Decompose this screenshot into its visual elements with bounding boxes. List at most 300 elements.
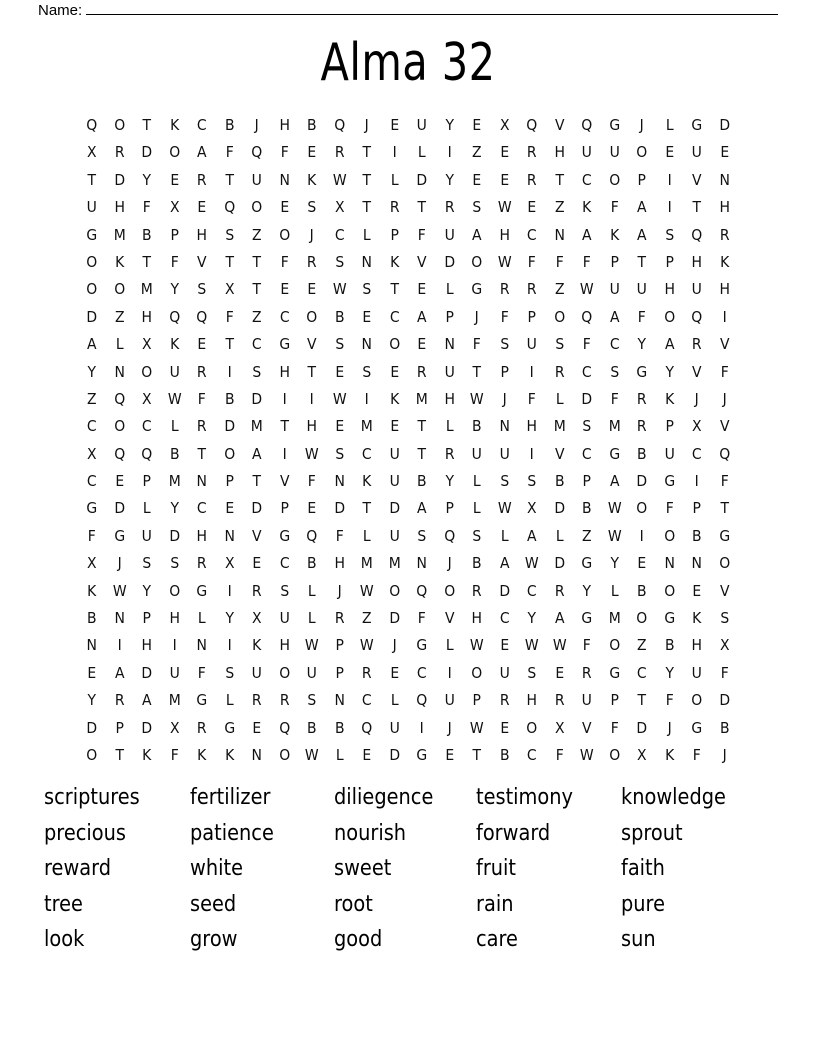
grid-cell[interactable]: H: [141, 307, 152, 326]
grid-cell[interactable]: H: [554, 143, 565, 162]
grid-cell[interactable]: W: [469, 718, 484, 737]
grid-cell[interactable]: G: [86, 225, 98, 244]
word-list-item[interactable]: scriptures: [44, 785, 140, 810]
grid-cell[interactable]: U: [609, 280, 620, 299]
grid-cell[interactable]: C: [141, 417, 152, 436]
grid-cell[interactable]: F: [87, 526, 96, 545]
grid-cell[interactable]: V: [691, 170, 702, 189]
grid-cell[interactable]: Z: [251, 307, 262, 326]
grid-cell[interactable]: Q: [443, 526, 455, 545]
grid-cell[interactable]: J: [337, 581, 342, 600]
grid-cell[interactable]: D: [333, 499, 345, 518]
grid-cell[interactable]: B: [664, 636, 675, 655]
grid-cell[interactable]: O: [168, 143, 180, 162]
grid-cell[interactable]: G: [581, 554, 593, 573]
grid-cell[interactable]: E: [417, 280, 427, 299]
word-list-item[interactable]: knowledge: [621, 785, 726, 810]
grid-cell[interactable]: R: [581, 663, 592, 682]
grid-cell[interactable]: F: [225, 143, 234, 162]
grid-cell[interactable]: R: [306, 252, 317, 271]
grid-cell[interactable]: Q: [691, 225, 703, 244]
grid-cell[interactable]: J: [639, 116, 644, 134]
grid-cell[interactable]: M: [140, 280, 153, 299]
grid-cell[interactable]: J: [254, 116, 259, 134]
grid-cell[interactable]: M: [415, 389, 428, 408]
grid-cell[interactable]: Q: [581, 307, 593, 326]
grid-cell[interactable]: F: [417, 225, 426, 244]
grid-cell[interactable]: U: [306, 663, 317, 682]
grid-cell[interactable]: E: [499, 170, 509, 189]
grid-cell[interactable]: W: [304, 636, 319, 655]
grid-cell[interactable]: V: [279, 472, 290, 491]
grid-cell[interactable]: S: [334, 252, 344, 271]
grid-cell[interactable]: H: [526, 691, 537, 710]
grid-cell[interactable]: Y: [444, 116, 454, 134]
word-list-item[interactable]: faith: [621, 856, 665, 882]
grid-cell[interactable]: Y: [444, 170, 454, 189]
grid-cell[interactable]: H: [279, 116, 290, 134]
grid-cell[interactable]: Z: [114, 307, 125, 326]
grid-cell[interactable]: O: [306, 307, 318, 326]
grid-cell[interactable]: G: [608, 444, 620, 463]
grid-cell[interactable]: C: [609, 335, 620, 354]
grid-cell[interactable]: E: [279, 280, 289, 299]
grid-cell[interactable]: G: [416, 636, 428, 655]
grid-cell[interactable]: U: [444, 691, 455, 710]
grid-cell[interactable]: U: [389, 718, 400, 737]
grid-cell[interactable]: T: [114, 745, 124, 764]
grid-cell[interactable]: R: [114, 691, 125, 710]
grid-cell[interactable]: U: [691, 143, 702, 162]
grid-cell[interactable]: E: [664, 143, 674, 162]
grid-cell[interactable]: J: [447, 554, 452, 573]
grid-cell[interactable]: W: [469, 389, 484, 408]
grid-cell[interactable]: V: [719, 335, 730, 354]
grid-cell[interactable]: P: [500, 362, 509, 381]
grid-cell[interactable]: T: [389, 280, 399, 299]
grid-cell[interactable]: R: [554, 362, 565, 381]
grid-cell[interactable]: S: [582, 417, 592, 436]
grid-cell[interactable]: O: [278, 663, 290, 682]
grid-cell[interactable]: U: [169, 663, 180, 682]
grid-cell[interactable]: T: [417, 444, 427, 463]
grid-cell[interactable]: O: [608, 636, 620, 655]
grid-cell[interactable]: G: [663, 609, 675, 628]
grid-cell[interactable]: Z: [581, 526, 592, 545]
grid-cell[interactable]: D: [141, 718, 153, 737]
grid-cell[interactable]: E: [362, 307, 372, 326]
grid-cell[interactable]: L: [362, 526, 371, 545]
grid-cell[interactable]: O: [636, 143, 648, 162]
grid-cell[interactable]: M: [608, 417, 621, 436]
grid-cell[interactable]: D: [636, 472, 648, 491]
grid-cell[interactable]: E: [169, 170, 179, 189]
grid-cell[interactable]: C: [334, 225, 345, 244]
grid-cell[interactable]: R: [196, 417, 207, 436]
grid-cell[interactable]: L: [555, 389, 564, 408]
grid-cell[interactable]: G: [636, 362, 648, 381]
grid-cell[interactable]: S: [252, 362, 262, 381]
grid-cell[interactable]: P: [170, 225, 179, 244]
grid-cell[interactable]: H: [279, 362, 290, 381]
grid-cell[interactable]: Q: [141, 444, 153, 463]
grid-cell[interactable]: E: [224, 499, 234, 518]
grid-cell[interactable]: K: [224, 745, 234, 764]
grid-cell[interactable]: J: [722, 745, 727, 764]
grid-cell[interactable]: H: [114, 198, 125, 217]
grid-cell[interactable]: A: [86, 335, 97, 354]
grid-cell[interactable]: O: [388, 581, 400, 600]
grid-cell[interactable]: Q: [581, 116, 593, 134]
grid-cell[interactable]: R: [389, 198, 400, 217]
word-list-item[interactable]: white: [190, 856, 243, 882]
grid-cell[interactable]: L: [610, 581, 619, 600]
grid-cell[interactable]: N: [664, 554, 675, 573]
grid-cell[interactable]: M: [360, 554, 373, 573]
grid-cell[interactable]: R: [334, 143, 345, 162]
grid-cell[interactable]: F: [527, 252, 536, 271]
grid-cell[interactable]: L: [500, 526, 509, 545]
grid-cell[interactable]: D: [113, 170, 125, 189]
grid-cell[interactable]: S: [224, 663, 234, 682]
grid-cell[interactable]: M: [168, 691, 181, 710]
grid-cell[interactable]: O: [663, 526, 675, 545]
word-list-item[interactable]: seed: [190, 891, 237, 917]
grid-cell[interactable]: G: [471, 280, 483, 299]
grid-cell[interactable]: X: [636, 745, 647, 764]
grid-cell[interactable]: E: [87, 663, 97, 682]
grid-cell[interactable]: O: [251, 198, 263, 217]
grid-cell[interactable]: E: [389, 417, 399, 436]
grid-cell[interactable]: Q: [416, 691, 428, 710]
grid-cell[interactable]: O: [553, 307, 565, 326]
grid-cell[interactable]: F: [692, 745, 701, 764]
grid-cell[interactable]: Y: [582, 581, 592, 600]
grid-cell[interactable]: F: [280, 252, 289, 271]
grid-cell[interactable]: Z: [361, 609, 372, 628]
grid-cell[interactable]: L: [307, 581, 316, 600]
grid-cell[interactable]: G: [663, 472, 675, 491]
grid-cell[interactable]: I: [722, 307, 727, 326]
word-list-item[interactable]: fertilizer: [190, 785, 271, 810]
grid-cell[interactable]: K: [389, 252, 399, 271]
grid-cell[interactable]: L: [417, 143, 426, 162]
grid-cell[interactable]: B: [306, 116, 317, 134]
grid-cell[interactable]: M: [250, 417, 263, 436]
grid-cell[interactable]: Q: [113, 444, 125, 463]
grid-cell[interactable]: E: [472, 116, 482, 134]
grid-cell[interactable]: E: [279, 198, 289, 217]
grid-cell[interactable]: A: [526, 526, 537, 545]
grid-cell[interactable]: W: [552, 636, 567, 655]
grid-cell[interactable]: G: [113, 526, 125, 545]
grid-cell[interactable]: E: [114, 472, 124, 491]
grid-cell[interactable]: X: [719, 636, 730, 655]
grid-cell[interactable]: S: [169, 554, 179, 573]
grid-cell[interactable]: K: [664, 745, 674, 764]
grid-cell[interactable]: W: [607, 499, 622, 518]
grid-cell[interactable]: E: [499, 143, 509, 162]
grid-cell[interactable]: W: [497, 198, 512, 217]
grid-cell[interactable]: G: [278, 335, 290, 354]
grid-cell[interactable]: Q: [306, 526, 318, 545]
grid-cell[interactable]: R: [416, 362, 427, 381]
grid-cell[interactable]: L: [445, 280, 454, 299]
grid-cell[interactable]: G: [718, 526, 730, 545]
grid-cell[interactable]: J: [117, 554, 122, 573]
grid-cell[interactable]: W: [579, 280, 594, 299]
grid-cell[interactable]: Z: [471, 143, 482, 162]
grid-cell[interactable]: R: [196, 170, 207, 189]
grid-cell[interactable]: X: [86, 554, 97, 573]
grid-cell[interactable]: P: [610, 252, 619, 271]
grid-cell[interactable]: N: [334, 472, 345, 491]
grid-cell[interactable]: Q: [168, 307, 180, 326]
grid-cell[interactable]: F: [637, 307, 646, 326]
grid-cell[interactable]: B: [636, 581, 647, 600]
grid-cell[interactable]: F: [720, 472, 729, 491]
grid-cell[interactable]: A: [636, 225, 647, 244]
grid-cell[interactable]: I: [282, 444, 287, 463]
grid-cell[interactable]: F: [665, 691, 674, 710]
grid-cell[interactable]: C: [526, 745, 537, 764]
grid-cell[interactable]: T: [362, 499, 372, 518]
grid-cell[interactable]: B: [169, 444, 180, 463]
grid-cell[interactable]: M: [608, 609, 621, 628]
grid-cell[interactable]: H: [691, 252, 702, 271]
grid-cell[interactable]: I: [172, 636, 177, 655]
grid-cell[interactable]: I: [447, 663, 452, 682]
grid-cell[interactable]: L: [170, 417, 179, 436]
grid-cell[interactable]: D: [581, 389, 593, 408]
grid-cell[interactable]: G: [196, 691, 208, 710]
grid-cell[interactable]: Y: [609, 554, 619, 573]
grid-cell[interactable]: C: [636, 663, 647, 682]
grid-cell[interactable]: S: [279, 581, 289, 600]
grid-cell[interactable]: L: [362, 225, 371, 244]
grid-cell[interactable]: C: [361, 444, 372, 463]
grid-cell[interactable]: I: [529, 444, 534, 463]
grid-cell[interactable]: L: [335, 745, 344, 764]
grid-cell[interactable]: S: [609, 362, 619, 381]
grid-cell[interactable]: B: [691, 526, 702, 545]
grid-cell[interactable]: K: [142, 745, 152, 764]
grid-cell[interactable]: H: [664, 280, 675, 299]
grid-cell[interactable]: Y: [87, 362, 97, 381]
grid-cell[interactable]: N: [361, 335, 372, 354]
grid-cell[interactable]: R: [499, 280, 510, 299]
grid-cell[interactable]: N: [719, 170, 730, 189]
grid-cell[interactable]: W: [332, 170, 347, 189]
grid-cell[interactable]: R: [196, 362, 207, 381]
grid-cell[interactable]: C: [279, 307, 290, 326]
grid-cell[interactable]: F: [720, 362, 729, 381]
grid-cell[interactable]: D: [113, 499, 125, 518]
grid-cell[interactable]: E: [307, 143, 317, 162]
grid-cell[interactable]: G: [581, 609, 593, 628]
grid-cell[interactable]: I: [392, 143, 397, 162]
grid-cell[interactable]: A: [114, 663, 125, 682]
grid-cell[interactable]: P: [335, 636, 344, 655]
grid-cell[interactable]: I: [117, 636, 122, 655]
word-list-item[interactable]: care: [476, 927, 518, 953]
grid-cell[interactable]: B: [141, 225, 152, 244]
grid-cell[interactable]: J: [667, 718, 672, 737]
grid-cell[interactable]: X: [86, 444, 97, 463]
grid-cell[interactable]: A: [141, 691, 152, 710]
grid-cell[interactable]: T: [224, 170, 234, 189]
grid-cell[interactable]: S: [417, 526, 427, 545]
grid-cell[interactable]: E: [362, 745, 372, 764]
grid-cell[interactable]: Y: [169, 280, 179, 299]
grid-cell[interactable]: H: [169, 609, 180, 628]
grid-cell[interactable]: N: [196, 472, 207, 491]
grid-cell[interactable]: A: [251, 444, 262, 463]
grid-cell[interactable]: W: [607, 526, 622, 545]
grid-cell[interactable]: E: [389, 663, 399, 682]
grid-cell[interactable]: F: [720, 663, 729, 682]
grid-cell[interactable]: N: [334, 691, 345, 710]
grid-cell[interactable]: E: [692, 581, 702, 600]
grid-cell[interactable]: D: [388, 499, 400, 518]
grid-cell[interactable]: S: [664, 225, 674, 244]
grid-cell[interactable]: V: [691, 362, 702, 381]
grid-cell[interactable]: W: [112, 581, 127, 600]
grid-cell[interactable]: L: [197, 609, 206, 628]
grid-cell[interactable]: F: [582, 335, 591, 354]
grid-cell[interactable]: U: [499, 663, 510, 682]
grid-cell[interactable]: R: [499, 691, 510, 710]
grid-cell[interactable]: Q: [416, 581, 428, 600]
grid-cell[interactable]: I: [309, 389, 314, 408]
grid-cell[interactable]: F: [225, 307, 234, 326]
grid-cell[interactable]: C: [581, 170, 592, 189]
grid-cell[interactable]: C: [86, 417, 97, 436]
grid-cell[interactable]: I: [694, 472, 699, 491]
grid-cell[interactable]: S: [362, 362, 372, 381]
grid-cell[interactable]: B: [306, 554, 317, 573]
grid-cell[interactable]: A: [636, 198, 647, 217]
grid-cell[interactable]: C: [526, 225, 537, 244]
word-list-item[interactable]: root: [334, 891, 373, 917]
grid-cell[interactable]: O: [388, 335, 400, 354]
grid-cell[interactable]: Q: [251, 143, 263, 162]
word-list-item[interactable]: patience: [190, 820, 274, 846]
grid-cell[interactable]: C: [499, 609, 510, 628]
grid-cell[interactable]: F: [335, 526, 344, 545]
grid-cell[interactable]: P: [582, 472, 591, 491]
grid-cell[interactable]: E: [252, 718, 262, 737]
grid-cell[interactable]: F: [472, 335, 481, 354]
grid-cell[interactable]: R: [526, 143, 537, 162]
grid-cell[interactable]: H: [719, 198, 730, 217]
grid-cell[interactable]: A: [471, 225, 482, 244]
grid-cell[interactable]: V: [196, 252, 207, 271]
word-list-item[interactable]: reward: [44, 856, 112, 882]
grid-cell[interactable]: Y: [664, 362, 674, 381]
grid-cell[interactable]: I: [227, 636, 232, 655]
grid-cell[interactable]: E: [307, 499, 317, 518]
grid-cell[interactable]: J: [474, 307, 479, 326]
word-list-item[interactable]: look: [44, 927, 85, 953]
grid-cell[interactable]: F: [280, 143, 289, 162]
grid-cell[interactable]: L: [142, 499, 151, 518]
grid-cell[interactable]: I: [639, 526, 644, 545]
word-list-item[interactable]: forward: [476, 820, 551, 846]
grid-cell[interactable]: N: [554, 225, 565, 244]
grid-cell[interactable]: S: [499, 472, 509, 491]
grid-cell[interactable]: V: [581, 718, 592, 737]
grid-cell[interactable]: A: [609, 472, 620, 491]
grid-cell[interactable]: N: [361, 252, 372, 271]
grid-cell[interactable]: W: [304, 444, 319, 463]
word-search-grid[interactable]: [78, 112, 738, 769]
grid-cell[interactable]: T: [224, 252, 234, 271]
grid-cell[interactable]: O: [168, 581, 180, 600]
grid-cell[interactable]: S: [527, 663, 537, 682]
word-list-item[interactable]: testimony: [476, 785, 573, 810]
grid-cell[interactable]: S: [362, 280, 372, 299]
grid-cell[interactable]: J: [392, 636, 397, 655]
grid-cell[interactable]: D: [718, 116, 730, 134]
grid-cell[interactable]: A: [581, 225, 592, 244]
grid-cell[interactable]: I: [529, 362, 534, 381]
grid-cell[interactable]: N: [251, 745, 262, 764]
grid-cell[interactable]: W: [469, 636, 484, 655]
grid-cell[interactable]: T: [307, 362, 317, 381]
grid-cell[interactable]: O: [113, 280, 125, 299]
grid-cell[interactable]: Y: [637, 335, 647, 354]
grid-cell[interactable]: O: [86, 252, 98, 271]
grid-cell[interactable]: B: [86, 609, 97, 628]
grid-cell[interactable]: A: [609, 307, 620, 326]
grid-cell[interactable]: V: [416, 252, 427, 271]
grid-cell[interactable]: R: [444, 198, 455, 217]
grid-cell[interactable]: K: [252, 636, 262, 655]
grid-cell[interactable]: C: [581, 362, 592, 381]
grid-cell[interactable]: T: [472, 745, 482, 764]
grid-cell[interactable]: W: [524, 636, 539, 655]
grid-cell[interactable]: A: [416, 499, 427, 518]
grid-cell[interactable]: P: [280, 499, 289, 518]
grid-cell[interactable]: Z: [251, 225, 262, 244]
grid-cell[interactable]: X: [86, 143, 97, 162]
grid-cell[interactable]: F: [582, 636, 591, 655]
grid-cell[interactable]: W: [167, 389, 182, 408]
grid-cell[interactable]: O: [663, 307, 675, 326]
grid-cell[interactable]: W: [359, 581, 374, 600]
grid-cell[interactable]: T: [279, 417, 289, 436]
grid-cell[interactable]: U: [691, 663, 702, 682]
grid-cell[interactable]: X: [526, 499, 537, 518]
grid-cell[interactable]: P: [472, 691, 481, 710]
grid-cell[interactable]: C: [86, 472, 97, 491]
grid-cell[interactable]: T: [692, 198, 702, 217]
grid-cell[interactable]: T: [362, 198, 372, 217]
grid-cell[interactable]: Q: [86, 116, 98, 134]
grid-cell[interactable]: O: [113, 417, 125, 436]
grid-cell[interactable]: I: [227, 581, 232, 600]
grid-cell[interactable]: C: [416, 663, 427, 682]
grid-cell[interactable]: T: [87, 170, 97, 189]
grid-cell[interactable]: P: [665, 252, 674, 271]
grid-cell[interactable]: I: [667, 198, 672, 217]
grid-cell[interactable]: S: [334, 335, 344, 354]
grid-cell[interactable]: T: [142, 116, 152, 134]
grid-cell[interactable]: F: [610, 718, 619, 737]
word-list-item[interactable]: diliegence: [334, 785, 434, 810]
grid-cell[interactable]: E: [527, 198, 537, 217]
